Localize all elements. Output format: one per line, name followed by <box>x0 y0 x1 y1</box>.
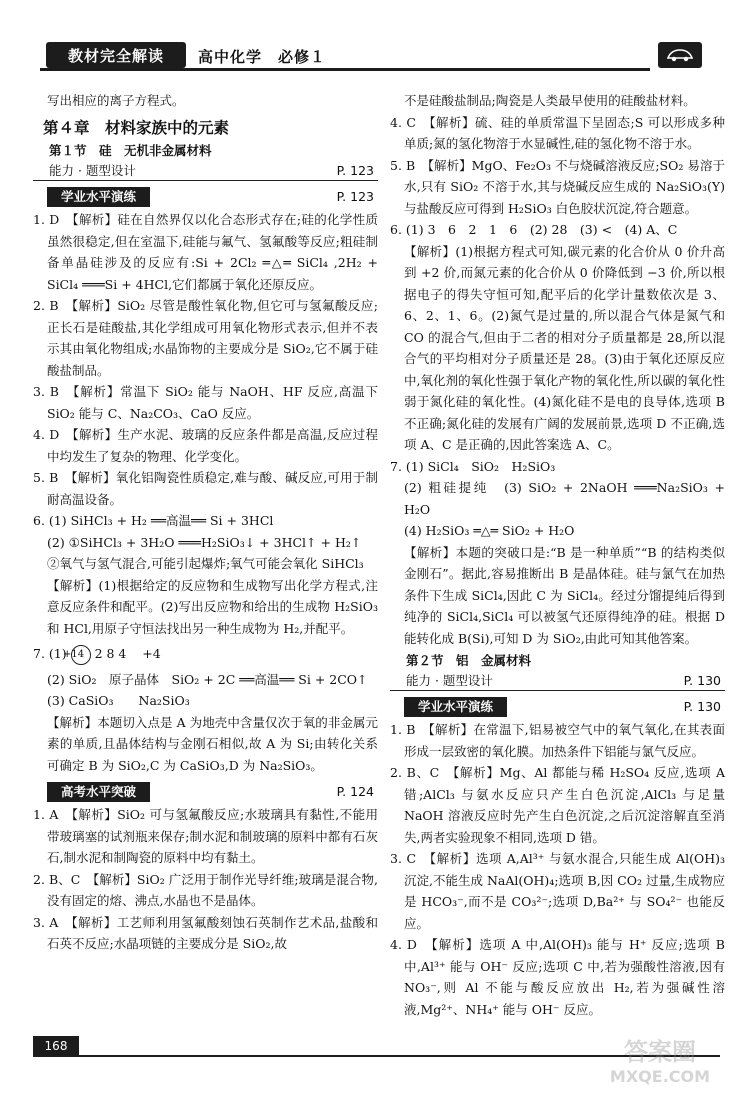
chapter-title: 第４章 材料家族中的元素 <box>43 118 230 137</box>
analysis-text: 【解析】本题的突破口是:“B 是一种单质”“B 的结构类似金刚石”。据此,容易推断出 B 是晶体硅。硅与氯气在加热条件下生成 SiCl₄,因此 C 为 SiCl₄。经过分馏提纯后得到纯净的 SiCl₄,SiCl₄ 可以被氢气还原得纯净的硅。根据 D 能转化成 B(Si),可知 D 为 SiO₂,由此可知其他答案。 <box>404 544 725 646</box>
section-title: 第２节 铝 金属材料 <box>406 653 532 668</box>
valence-charge: +4 <box>142 646 161 661</box>
practice-bar-page: P. 130 <box>683 699 721 714</box>
publisher-logo-icon <box>658 42 702 68</box>
page-number: 168 <box>33 1036 79 1056</box>
answer-item: 1. D 【解析】硅在自然界仅以化合态形式存在;硅的化学性质虽然很稳定,但在室温下,硅能与氟气、氢氟酸等反应;粗硅制备单晶硅涉及的反应有:Si + 2Cl₂ ═△═ SiCl₄ ,2H₂ + SiCl₄ ═══Si + 4HCl,它们都属于氧化还原反应。 <box>33 212 378 292</box>
right-column <box>390 90 725 1020</box>
answer-item: 4. C 【解析】硫、硅的单质常温下呈固态;S 可以形成多种单质;氮的氢化物溶于水显碱性,硅的氢化物不溶于水。 <box>390 114 725 151</box>
practice-bar-page: P. 123 <box>336 189 374 204</box>
ref-page: P. 130 <box>683 673 721 688</box>
header-rule <box>40 68 650 71</box>
answer-item: 3. A 【解析】工艺师利用氢氟酸刻蚀石英制作艺术品,盐酸和石英不反应;水晶项链的主要成分是 SiO₂,故 <box>33 914 378 951</box>
answer-line: (2) 粗硅提纯 (3) SiO₂ + 2NaOH ═══Na₂SiO₃ + H₂O <box>404 480 725 517</box>
subject-title: 高中化学 必修１ <box>198 48 327 66</box>
answer-item: 6. (1) 3 6 2 1 6 (2) 28 (3) < (4) A、C <box>390 222 678 237</box>
left-column <box>33 90 378 955</box>
section-title: 第１节 硅 无机非金属材料 <box>49 143 212 158</box>
ref-label: 能力 · 题型设计 <box>406 673 493 688</box>
answer-item: 1. A 【解析】SiO₂ 可与氢氟酸反应;水玻璃具有黏性,不能用带玻璃塞的试剂瓶来保存;制水泥和制玻璃的原料中都有石灰石,制水泥和制陶瓷的原料中均有黏土。 <box>33 807 378 865</box>
practice-bar: 学业水平演练 <box>404 697 507 717</box>
electron-shells: 2 8 4 <box>94 646 127 661</box>
answer-item: 4. D 【解析】选项 A 中,Al(OH)₃ 能与 H⁺ 反应;选项 B 中,Al³⁺ 能与 OH⁻ 反应;选项 C 中,若为强酸性溶液,因有 NO₃⁻,则 Al 不能与酸反应放出 H₂,若为强碱性溶液,Mg²⁺、NH₄⁺ 能与 OH⁻ 反应。 <box>390 937 725 1017</box>
exam-bar-row <box>33 782 378 802</box>
watermark-text: 答案圈 <box>624 1038 696 1066</box>
answer-item: 2. B、C 【解析】Mg、Al 都能与稀 H₂SO₄ 反应,选项 A 错;AlCl₃ 与氨水反应只产生白色沉淀,AlCl₃ 与足量 NaOH 溶液反应时先产生白色沉淀,之后沉淀溶解直至消失,两者实验现象不相同,选项 D 错。 <box>390 765 725 845</box>
answer-item: 3. B 【解析】常温下 SiO₂ 能与 NaOH、HF 反应,高温下 SiO₂ 能与 C、Na₂CO₃、CaO 反应。 <box>33 384 378 421</box>
practice-bar: 学业水平演练 <box>47 187 150 207</box>
book-title-badge: 教材完全解读 <box>46 42 186 68</box>
q7-prefix: 7. (1) <box>33 646 67 661</box>
analysis-text: 【解析】本题切入点是 A 为地壳中含量仅次于氧的非金属元素的单质,且晶体结构与金刚石相似,故 A 为 Si;由转化关系可确定 B 为 SiO₂,C 为 CaSiO₃,D 为 Na₂SiO₃。 <box>47 714 378 773</box>
exam-bar: 高考水平突破 <box>47 782 150 802</box>
answer-item: 5. B 【解析】氧化铝陶瓷性质稳定,难与酸、碱反应,可用于制耐高温设备。 <box>33 470 378 507</box>
page-header <box>40 40 710 70</box>
answer-line: (2) SiO₂ 原子晶体 SiO₂ + 2C ══高温══ Si + 2CO↑ <box>47 671 368 687</box>
ref-page: P. 123 <box>336 163 374 178</box>
answer-line: (2) ①SiHCl₃ + 3H₂O ═══H₂SiO₃↓ + 3HCl↑ + H₂↑ <box>47 534 362 550</box>
answer-item: 6. (1) SiHCl₃ + H₂ ══高温══ Si + 3HCl <box>33 513 274 528</box>
atom-structure-line <box>33 643 378 665</box>
answer-item: 5. B 【解析】MgO、Fe₂O₃ 不与烧碱溶液反应;SO₂ 易溶于水,只有 SiO₂ 不溶于水,其与烧碱反应生成的 Na₂SiO₃(Y)与盐酸反应可得到 H₂SiO₃ 白色胶状沉淀,符合题意。 <box>390 157 725 216</box>
watermark-logo-icon <box>590 1030 730 1088</box>
exam-bar-page: P. 124 <box>336 784 374 799</box>
answer-item: 4. D 【解析】生产水泥、玻璃的反应条件都是高温,反应过程中均发生了复杂的物理、化学变化。 <box>33 427 378 464</box>
watermark-url: MXQE.COM <box>609 1067 711 1086</box>
answer-item: 2. B、C 【解析】SiO₂ 广泛用于制作光导纤维;玻璃是混合物,没有固定的熔、沸点,水晶也不是晶体。 <box>33 871 378 908</box>
atom-nucleus-icon: +14 <box>71 645 91 665</box>
car-logo-icon <box>665 46 695 64</box>
practice-bar-row <box>33 187 378 207</box>
answer-line: (4) H₂SiO₃ ═△═ SiO₂ + H₂O <box>404 523 575 538</box>
practice-bar-row <box>390 697 725 717</box>
answer-item: 3. C 【解析】选项 A,Al³⁺ 与氨水混合,只能生成 Al(OH)₃ 沉淀,不能生成 NaAl(OH)₄;选项 B,因 CO₂ 过量,生成物应是 HCO₃⁻,而不是 CO₃²⁻;选项 D,Ba²⁺ 与 SO₄²⁻ 也能反应。 <box>390 851 725 931</box>
intro-line: 写出相应的离子方程式。 <box>47 93 185 108</box>
answer-line: (3) CaSiO₃ Na₂SiO₃ <box>47 693 190 708</box>
answer-item: 2. B 【解析】SiO₂ 尽管是酸性氧化物,但它可与氢氟酸反应;正长石是硅酸盐,其化学组成可用氧化物形式表示,但并不表示其由氧化物组成;水晶饰物的主要成分是 SiO₂,它不属于硅酸盐制品。 <box>33 298 378 378</box>
continued-text: 不是硅酸盐制品;陶瓷是人类最早使用的硅酸盐材料。 <box>404 93 696 108</box>
answer-item: 7. (1) SiCl₄ SiO₂ H₂SiO₃ <box>390 458 556 474</box>
answer-item: 1. B 【解析】在常温下,铝易被空气中的氧气氧化,在其表面形成一层致密的氧化膜。加热条件下铝能与氯气反应。 <box>390 722 725 759</box>
ability-ref-row <box>390 671 725 691</box>
analysis-text: 【解析】(1)根据方程式可知,碳元素的化合价从 0 价升高到 +2 价,而氮元素的化合价从 0 价降低到 −3 价,所以根据电子的得失守恒可知,配平后的化学计量数依次是 3、6、2、1、6。(2)氮气是过量的,所以混合气体是氮气和 CO 的混合气,但由于二者的相对分子质量都是 28,所以混合气的平均相对分子质量还是 28。(3)由于氧化还原反应中,氧化剂的氧化性强于氧化产物的氧化性,所以碳的氧化性弱于氮化硅的氧化性。(4)氮化硅不是电的良导体,选项 B 不正确;氮化硅的发展有广阔的发展前景,选项 D 不正确,选项 A、C 是正确的,因此答案选 A、C。 <box>404 243 725 452</box>
ref-label: 能力 · 题型设计 <box>49 163 136 178</box>
ability-ref-row <box>33 161 378 181</box>
analysis-text: 【解析】(1)根据给定的反应物和生成物写出化学方程式,注意反应条件和配平。(2)写出反应物和给出的生成物 H₂SiO₃ 和 HCl,用原子守恒法找出另一种生成物为 H₂,并配平。 <box>47 577 378 636</box>
answer-line: ②氧气与氢气混合,可能引起爆炸;氧气可能会氧化 SiHCl₃ <box>47 556 364 571</box>
